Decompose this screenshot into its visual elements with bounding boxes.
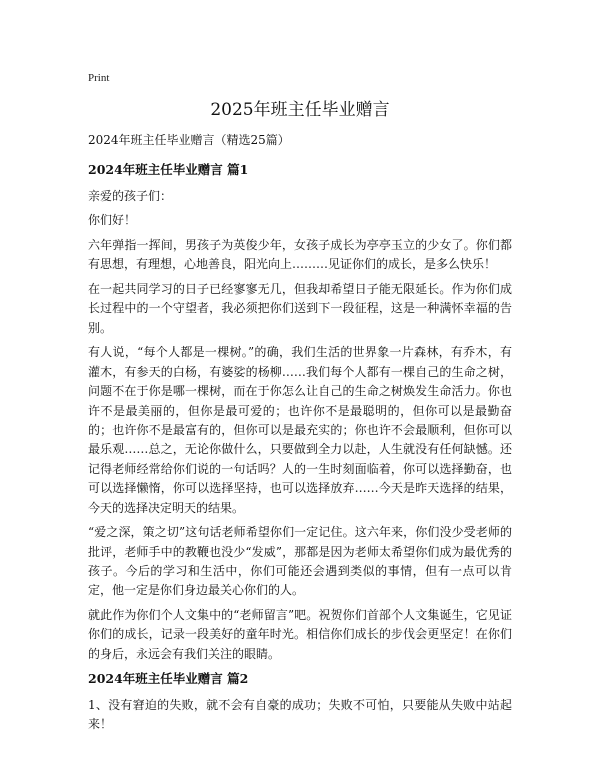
paragraph: “爱之深，策之切”这句话老师希望你们一定记住。这六年来，你们没少受老师的批评，老师手中的教鞭也没少“发威”，那都是因为老师太希望你们成为最优秀的孩子。今后的学习和生活中，你们可能还会遇到类似的事情，但有一点可以肯定，他一定是你们身边最关心你们的人。 [88, 525, 512, 598]
section-heading: 2024年班主任毕业赠言 篇2 [88, 671, 249, 687]
page-title: 2025年班主任毕业赠言 [210, 100, 390, 120]
section-1 [88, 160, 512, 664]
greeting: 亲爱的孩子们： [88, 188, 173, 203]
paragraph: 就此作为你们个人文集中的“老师留言”吧。祝贺你们首部个人文集诞生，它见证你们的成长，记录一段美好的童年时光。相信你们成长的步伐会更坚定！在你们的身后，永远会有我们关注的眼睛。 [88, 608, 512, 661]
paragraph: 1、没有窘迫的失败，就不会有自豪的成功；失败不可怕，只要能从失败中站起来！ [88, 697, 512, 732]
salutation: 你们好！ [88, 213, 137, 228]
section-heading: 2024年班主任毕业赠言 篇1 [88, 162, 249, 178]
paragraph: 六年弹指一挥间，男孩子为英俊少年，女孩子成长为亭亭玉立的少女了。你们都有思想，有理想，心地善良，阳光向上………见证你们的成长，是多么快乐！ [88, 238, 512, 272]
paragraph: 有人说，“每个人都是一棵树。”的确，我们生活的世界象一片森林，有乔木，有灌木，有参天的白杨，有婆娑的杨柳……我们每个人都有一棵自己的生命之树，问题不在于你是哪一棵树，而在于你怎么让自己的生命之树焕发生命活力。你也许不是最美丽的，但你是最可爱的；也许你不是最聪明的，但你可以是最勤奋的；也许你不是最富有的，但你可以是最充实的；你也许不会最顺利，但你可以最乐观……总之，无论你做什么，只要做到全力以赴，人生就没有任何缺憾。还记得老师经常给你们说的一句话吗？人的一生时刻面临着，你可以选择勤奋，也可以选择懒惰，你可以选择坚持，也可以选择放弃……今天是昨天选择的结果，今天的选择决定明天的结果。 [88, 345, 512, 515]
paragraph: 在一起共同学习的日子已经寥寥无几，但我却希望日子能无限延长。作为你们成长过程中的一个守望者，我必须把你们送到下一段征程，这是一种满怀幸福的告别。 [88, 282, 512, 335]
section-2 [88, 669, 512, 734]
document-subtitle: 2024年班主任毕业赠言（精选25篇） [88, 133, 290, 147]
document-body [88, 131, 512, 740]
print-link[interactable]: Print [88, 72, 110, 84]
